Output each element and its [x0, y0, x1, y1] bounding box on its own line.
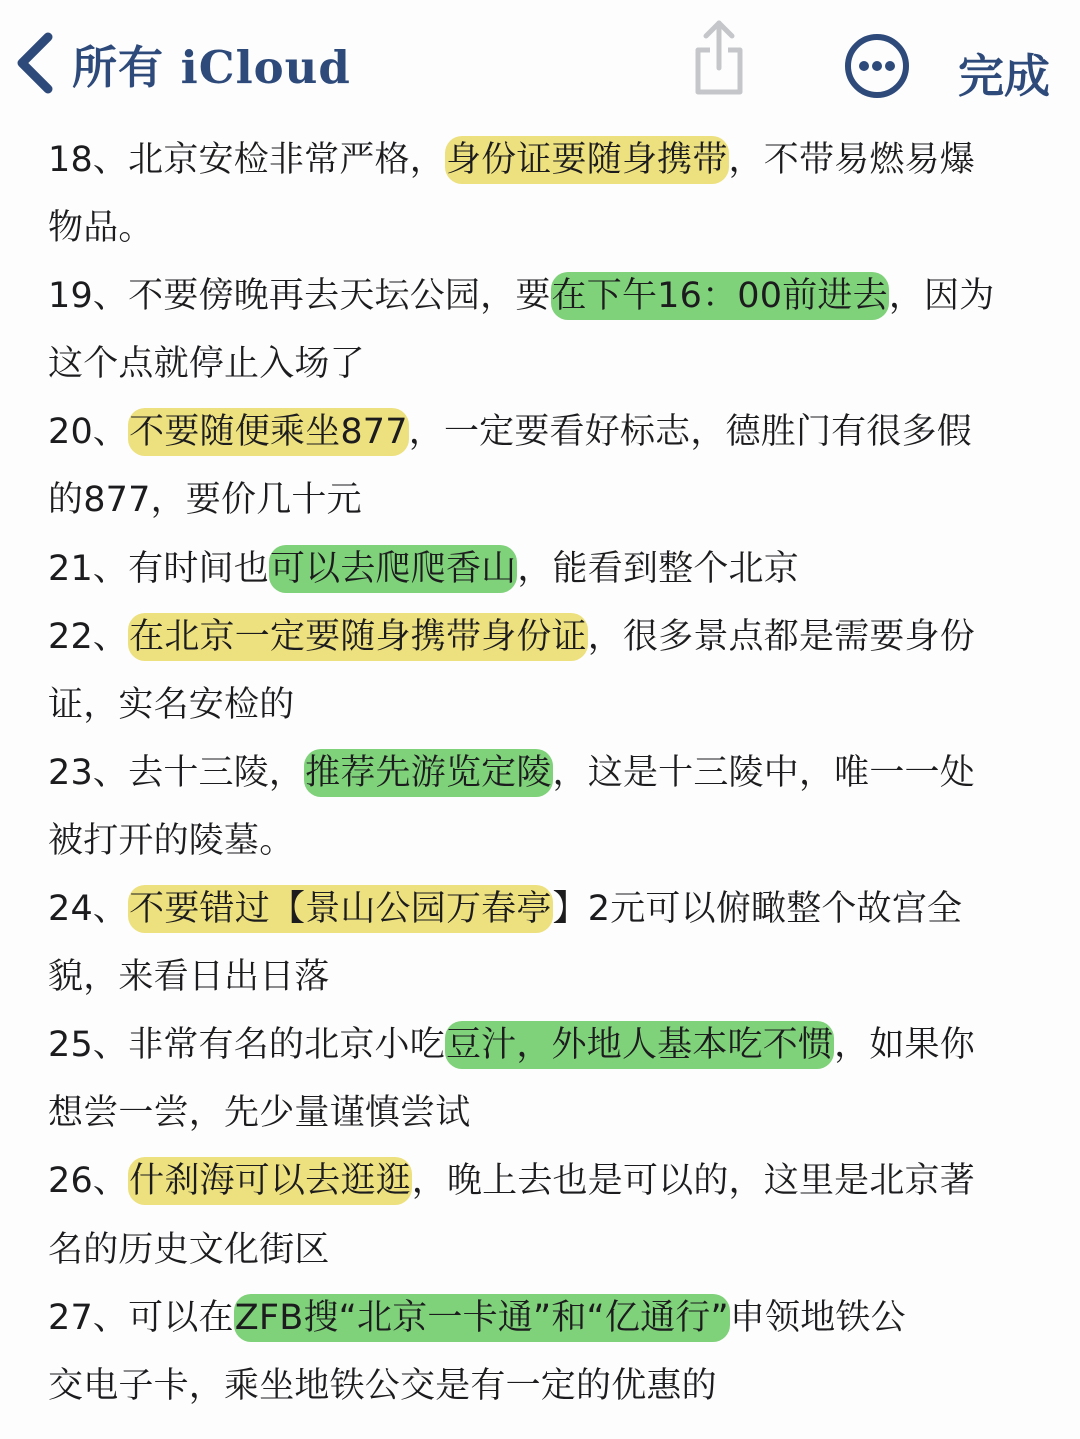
note-line	[48, 1284, 1048, 1352]
note-line	[48, 875, 1048, 943]
note-text: 被打开的陵墓。	[48, 820, 295, 861]
note-line	[48, 1011, 1048, 1079]
note-line	[48, 943, 1048, 1011]
note-text: ，一定要看好标志，德胜门有很多假	[408, 412, 972, 453]
highlight-green: 推荐先游览定陵	[304, 749, 552, 797]
share-button[interactable]	[690, 18, 748, 98]
highlight-green: 在下午16：00前进去	[551, 272, 889, 320]
note-line	[48, 466, 1048, 534]
note-text: 27、可以在	[48, 1297, 234, 1338]
note-line	[48, 398, 1048, 466]
highlight-yellow: 不要随便乘坐877	[128, 408, 409, 456]
note-text: ，因为	[888, 276, 995, 317]
note-text: 19、不要傍晚再去天坛公园，要	[48, 276, 551, 317]
highlight-green: 可以去爬爬香山	[269, 545, 517, 593]
note-line	[48, 1079, 1048, 1147]
note-line	[48, 535, 1048, 603]
note-line	[48, 807, 1048, 875]
note-line	[48, 603, 1048, 671]
note-text: ，不带易燃易爆	[728, 140, 975, 180]
note-text: 名的历史文化街区	[48, 1229, 330, 1270]
note-text: 的877，要价几十元	[48, 480, 362, 521]
note-text: 26、	[48, 1161, 129, 1202]
note-line	[48, 1147, 1048, 1215]
more-circle-icon	[843, 32, 911, 100]
note-text: 21、有时间也	[48, 548, 269, 589]
highlight-green: ZFB搜“北京一卡通”和“亿通行”	[234, 1294, 730, 1342]
done-button[interactable]: 完成	[958, 49, 1050, 103]
note-body[interactable]	[48, 126, 1048, 1420]
note-text: 这个点就停止入场了	[48, 344, 365, 385]
note-text: 貌，来看日出日落	[48, 957, 330, 998]
note-text: ，这是十三陵中，唯一一处	[552, 752, 975, 793]
share-icon	[690, 18, 748, 98]
note-line	[48, 330, 1048, 398]
note-line	[48, 194, 1048, 262]
note-text: 证，实名安检的	[48, 684, 295, 725]
note-line	[48, 262, 1048, 330]
highlight-yellow: 身份证要随身携带	[445, 136, 729, 184]
note-text: 申领地铁公	[729, 1297, 906, 1338]
back-button-label: 所有 iCloud	[72, 40, 351, 94]
highlight-yellow: 什刹海可以去逛逛	[128, 1157, 412, 1205]
highlight-green: 豆汁，外地人基本吃不惯	[445, 1021, 834, 1069]
note-text: 】2元可以俯瞰整个故宫全	[552, 889, 963, 930]
note-line	[48, 126, 1048, 194]
note-text: 24、	[48, 889, 129, 930]
note-text: 交电子卡，乘坐地铁公交是有一定的优惠的	[48, 1365, 717, 1406]
note-text: 25、非常有名的北京小吃	[48, 1025, 445, 1066]
note-text: 23、去十三陵，	[48, 752, 305, 793]
note-text: 想尝一尝，先少量谨慎尝试	[48, 1093, 471, 1134]
highlight-yellow: 在北京一定要随身携带身份证	[128, 613, 588, 661]
note-line	[48, 1216, 1048, 1284]
note-text: ，能看到整个北京	[517, 548, 799, 589]
more-button[interactable]	[843, 32, 911, 100]
note-text: ，很多景点都是需要身份	[587, 616, 975, 657]
note-line	[48, 671, 1048, 739]
note-text: 22、	[48, 616, 129, 657]
note-text: 18、北京安检非常严格，	[48, 140, 445, 180]
nav-bar	[0, 0, 1080, 125]
note-text: ，如果你	[834, 1025, 975, 1066]
note-line	[48, 739, 1048, 807]
back-button[interactable]	[14, 28, 351, 98]
note-text: 20、	[48, 412, 129, 453]
note-text: 物品。	[48, 208, 154, 249]
note-text: ，晚上去也是可以的，这里是北京著	[411, 1161, 975, 1202]
note-line	[48, 1352, 1048, 1420]
chevron-left-icon	[14, 31, 58, 95]
highlight-yellow: 不要错过【景山公园万春亭	[128, 885, 552, 933]
